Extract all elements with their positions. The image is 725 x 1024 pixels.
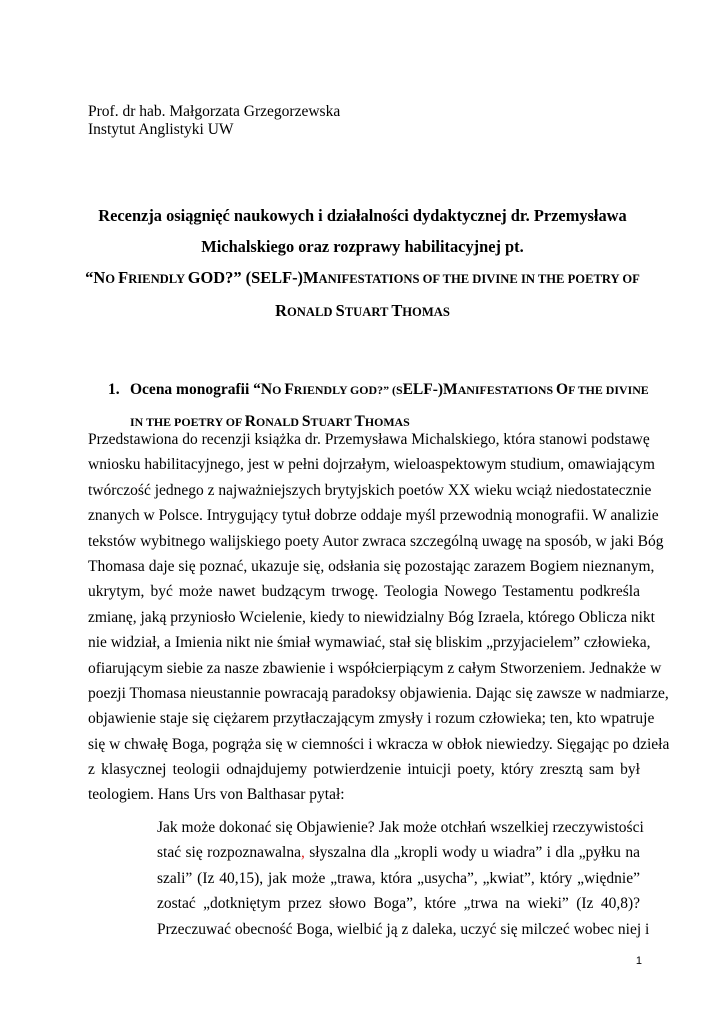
paragraph-line: wniosku habilitacyjnego, jest w pełni dojrzałym, wieloaspektowym studium, omawiającym (88, 456, 655, 474)
title-line-1: Recenzja osiągnięć naukowych i działalności dydaktycznej dr. Przemysława (98, 206, 627, 225)
block-quote (157, 815, 650, 942)
quote-line: Jak może dokonać się Objawienie? Jak może otchłań wszelkiej rzeczywistości (157, 819, 644, 836)
paragraph-line: się w chwałę Boga, pogrąża się w ciemności i wkracza w obłok niewiedzy. Sięgając po dzieła (88, 735, 670, 753)
paragraph-line: znanych w Polsce. Intrygujący tytuł dobrze oddaje myśl przewodnią monografii. W analizie (88, 507, 659, 525)
review-title (80, 200, 645, 328)
quote-line: zostać „dotkniętym przez słowo Boga”, które „trwa na wieki” (Iz 40,8)? (157, 895, 640, 913)
quote-line: stać się rozpoznawalna, słyszalna dla „kropli wody u wiadra” i dla „pyłku na (157, 844, 640, 862)
highlighted-comma: , (300, 844, 305, 862)
quote-line: szali” (Iz 40,15), jak może „trawa, która „usycha”, „kwiat”, który „więdnie” (157, 869, 640, 887)
paragraph-line: nie widział, a Imienia nikt nie śmiał wymawiać, stał się bliskim „przyjacielem” człowieka, (88, 634, 651, 652)
author-institute: Instytut Anglistyki UW (88, 121, 234, 138)
section-heading-line-1: 1. Ocena monografii “NO FRIENDLY GOD?” (SELF-)MANIFESTATIONS OF THE DIVINE (108, 374, 648, 406)
paragraph-line: zmianę, jaką przyniosło Wcielenie, kiedy to niewidzialny Bóg Izraela, którego Oblicza nikt (88, 608, 655, 626)
paragraph-line: poezji Thomasa nieustannie powracają paradoksy objawienia. Dając się zawsze w nadmiarze, (88, 684, 669, 702)
paragraph-line: ofiarującym siebie za nasze zbawienie i współcierpiącym z całym Stworzeniem. Jednakże w (88, 659, 662, 677)
author-name: Prof. dr hab. Małgorzata Grzegorzewska (88, 103, 341, 120)
title-line-2: Michalskiego oraz rozprawy habilitacyjnej pt. (201, 237, 524, 256)
paragraph-line: tekstów wybitnego walijskiego poety Autor zwraca szczególną uwagę na sposób, w jaki Bóg (88, 532, 664, 550)
paragraph-line: Thomasa daje się poznać, ukazuje się, odsłania się pozostając zarazem Bogiem nieznanym, (88, 557, 655, 575)
section-number: 1. (108, 381, 120, 398)
quote-line: Przeczuwać obecność Boga, wielbić ją z daleka, uczyć się milczeć wobec niej i (157, 920, 650, 938)
paragraph-line: teologiem. Hans Urs von Balthasar pytał: (88, 786, 345, 804)
paragraph-line: ukrytym, być może nawet budzącym trwogę. Teologia Nowego Testamentu podkreśla (88, 583, 640, 601)
page-number: 1 (635, 955, 642, 967)
paragraph-line: twórczość jednego z najważniejszych brytyjskich poetów XX wieku wciąż niedostatecznie (88, 481, 652, 499)
paragraph-line: objawienie staje się ciężarem przytłaczającym zmysły i rozum człowieka; ten, kto wpatruje (88, 710, 655, 728)
title-line-4: RONALD STUART THOMAS (275, 301, 450, 320)
section-heading-line-2: IN THE POETRY OF RONALD STUART THOMAS (130, 413, 410, 430)
paragraph-line: Przedstawiona do recenzji książka dr. Przemysława Michalskiego, która stanowi podstawę (88, 431, 650, 448)
body-paragraph (88, 427, 670, 808)
title-line-3: “NO FRIENDLY GOD?” (SELF-)MANIFESTATIONS OF THE DIVINE IN THE POETRY OF (85, 268, 640, 287)
paragraph-line: z klasycznej teologii odnajdujemy potwierdzenie intuicji poety, który zresztą sam był (88, 761, 640, 779)
author-block (88, 103, 340, 139)
